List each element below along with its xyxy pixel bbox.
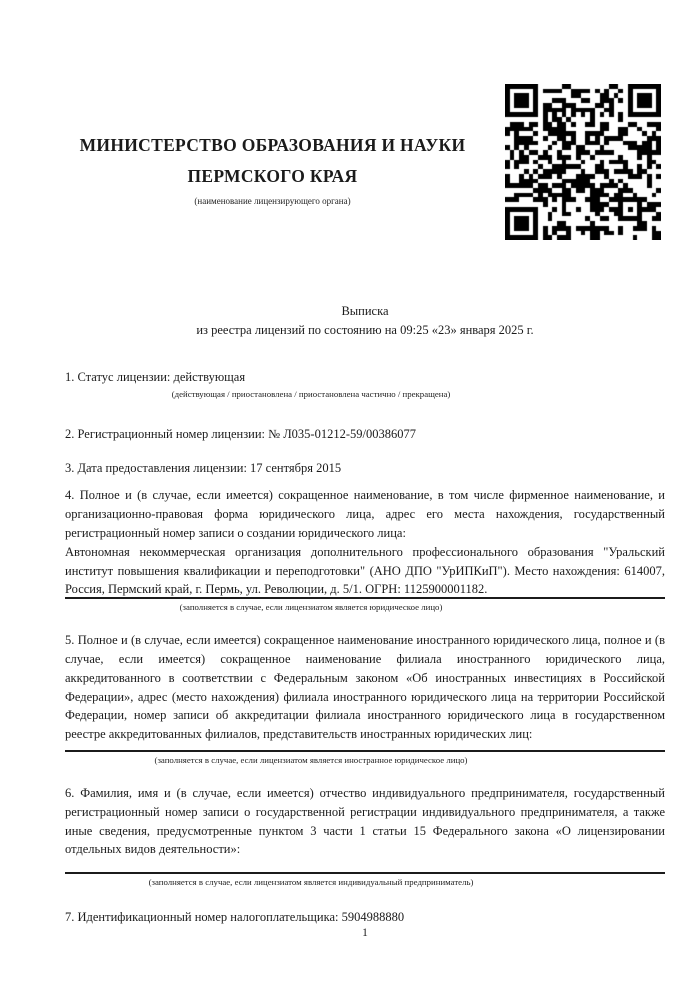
page-number: 1 [362, 927, 368, 939]
field-legal-entity-caption: (заполняется в случае, если лицензиатом является юридическое лицо) [179, 602, 443, 613]
field-foreign-entity-caption: (заполняется в случае, если лицензиатом является иностранное юридическое лицо) [154, 754, 468, 765]
document-title-line2: из реестра лицензий по состоянию на 09:25 «23» января 2025 г. [196, 322, 534, 337]
divider-entrepreneur [65, 872, 665, 874]
qr-code-icon [505, 84, 661, 240]
document-body [65, 368, 665, 927]
field-entrepreneur-label: 6. Фамилия, имя и (в случае, если имеется) отчество индивидуального предпринимателя, государственный регистрационный номер записи о государственной регистрации индивидуального предпринимателя, а также иные сведения, предусмотренные пунктом 3 части 1 статьи 15 Федерального закона «О лицензировании отдельных видов деятельности»: [65, 785, 665, 857]
licensing-authority-caption: (наименование лицензирующего органа) [194, 196, 351, 206]
field-license-status-caption: (действующая / приостановлена / приостановлена частично / прекращена) [171, 388, 451, 399]
ministry-name-line1: МИНИСТЕРСТВО ОБРАЗОВАНИЯ И НАУКИ [79, 135, 466, 155]
licensing-authority-header [40, 130, 505, 207]
field-legal-entity-label: 4. Полное и (в случае, если имеется) сокращенное наименование, в том числе фирменное наименование, и организационно-правовая форма юридического лица, адрес его места нахождения, государственный регистрационный номер записи о создании юридического лица: [65, 488, 665, 540]
blank-value-entrepreneur [65, 859, 665, 872]
field-registration-number: 2. Регистрационный номер лицензии: № Л035-01212-59/00386077 [65, 426, 416, 441]
document-title [65, 302, 665, 339]
field-legal-entity-value: Автономная некоммерческая организация дополнительного профессионального образования "Уральский институт повышения квалификации и переподготовки" (АНО ДПО "УрИПКиП"). Место нахождения: 614007, Россия, Пермский край, г. Пермь, ул. Революции, д. 5/1. ОГРН: 1125900001182. [65, 544, 665, 597]
field-license-status: 1. Статус лицензии: действующая [65, 370, 246, 384]
field-inn: 7. Идентификационный номер налогоплательщика: 5904988880 [65, 910, 405, 925]
divider-foreign-entity [65, 750, 665, 752]
document-title-line1: Выписка [341, 304, 389, 318]
field-license-date: 3. Дата предоставления лицензии: 17 сентября 2015 [65, 460, 342, 475]
ministry-name-line2: ПЕРМСКОГО КРАЯ [187, 166, 358, 186]
qr-code-canvas [505, 84, 661, 240]
field-entrepreneur-caption: (заполняется в случае, если лицензиатом является индивидуальный предприниматель) [148, 877, 474, 888]
field-foreign-entity-label: 5. Полное и (в случае, если имеется) сокращенное наименование иностранного юридического лица, полное и (в случае, если имеется) сокращенное наименование филиала иностранного юридического лица, аккредитованного в соответствии с Федеральным законом «Об иностранных инвестициях в Российской Федерации», адрес (место нахождения) филиала иностранного юридического лица на территории Российской Федерации, номер записи об аккредитации филиала иностранного юридического лица в государственном реестре аккредитованных филиалов, представительств иностранных юридических лиц: [65, 633, 665, 742]
